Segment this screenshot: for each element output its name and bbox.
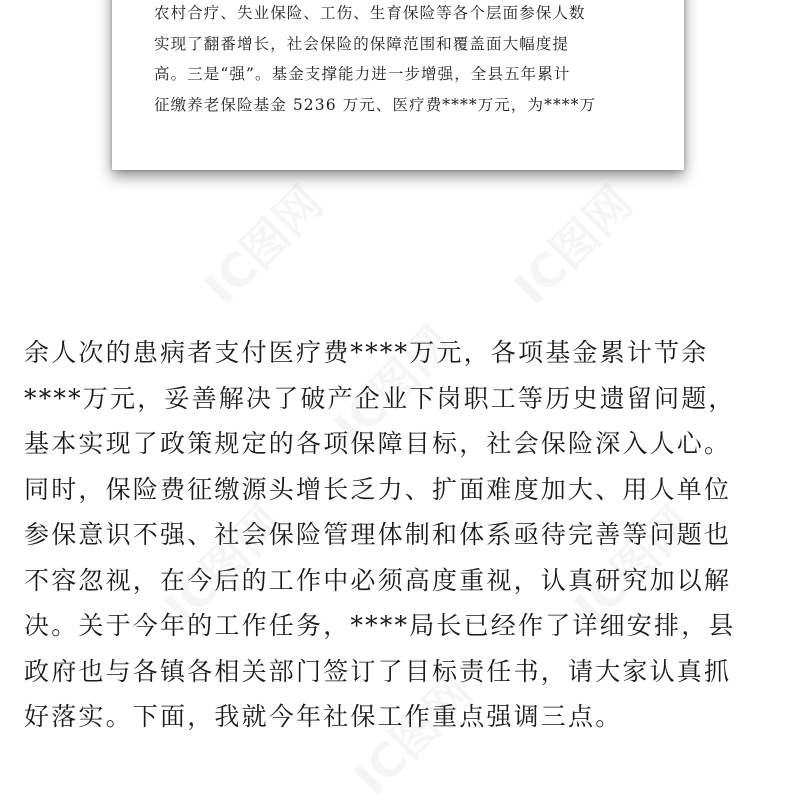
body-line: 不容忽视，在今后的工作中必须高度重视，认真研究加以解 [24, 565, 732, 595]
preview-line: 农村合疗、失业保险、工伤、生育保险等各个层面参保人数 [154, 4, 586, 22]
body-line: 基本实现了政策规定的各项保障目标，社会保险深入人心。 [24, 429, 732, 458]
body-line: 参保意识不强、社会保险管理体制和体系亟待完善等问题也 [24, 520, 732, 549]
watermark-logo: IC图网 [193, 175, 334, 315]
watermark-logo: IC图网 [343, 665, 484, 805]
watermark-logo: IC图网 [323, 315, 464, 455]
preview-line: 实现了翻番增长，社会保险的保障范围和覆盖面大幅度提 [154, 34, 570, 53]
body-line: 决。关于今年的工作任务，****局长已经作了详细安排，县 [24, 611, 736, 640]
watermark-logo: IC图网 [153, 495, 294, 635]
watermark-logo: IC图网 [563, 495, 704, 635]
document-page-preview [112, 0, 684, 170]
body-line: 好落实。下面，我就今年社保工作重点强调三点。 [24, 702, 623, 731]
preview-line: 征缴养老保险基金 5236 万元、医疗费****万元，为****万 [154, 95, 597, 114]
preview-line: 高。三是“强”。基金支撑能力进一步增强，全县五年累计 [154, 65, 571, 83]
body-line: 政府也与各镇各相关部门签订了目标责任书，请大家认真抓 [24, 656, 732, 686]
body-line: 同时，保险费征缴源头增长乏力、扩面难度加大、用人单位 [24, 474, 732, 504]
watermark-logo: IC图网 [503, 175, 644, 315]
body-line: 余人次的患病者支付医疗费****万元，各项基金累计节余 [24, 338, 709, 367]
page-preview-text [154, 0, 654, 120]
document-body-text [24, 330, 784, 740]
body-line: ****万元，妥善解决了破产企业下岗职工等历史遗留问题， [24, 383, 736, 413]
